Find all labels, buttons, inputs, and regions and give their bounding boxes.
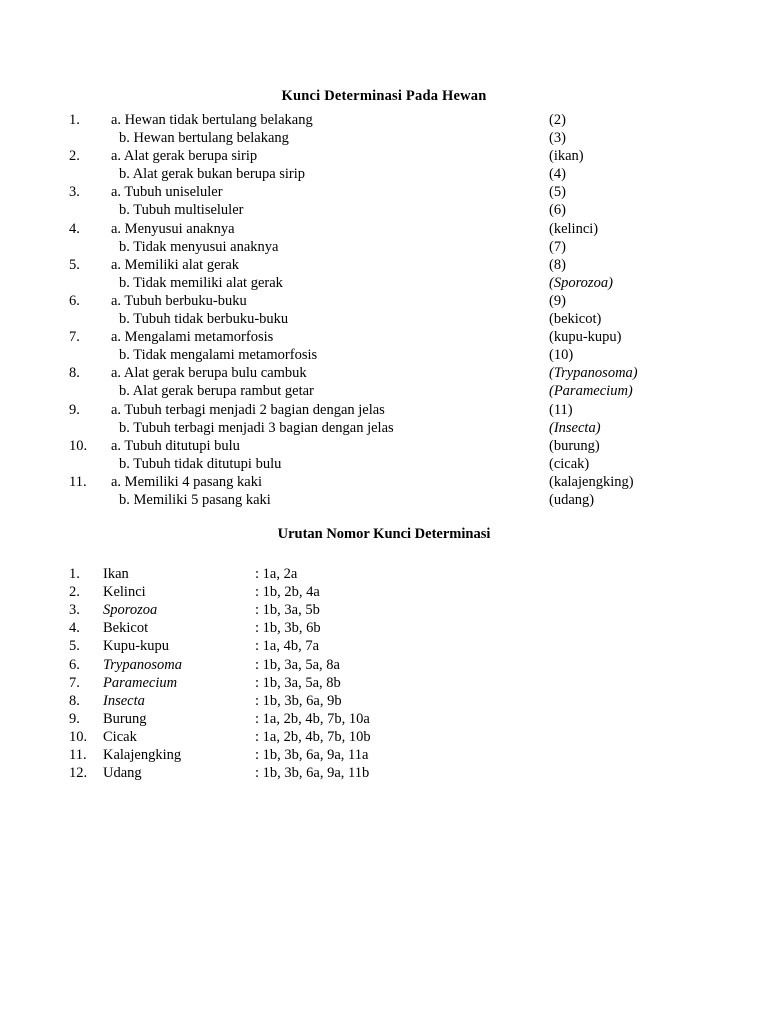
order-animal-name: Sporozoa xyxy=(103,602,158,619)
order-animal-name: Cicak xyxy=(103,728,137,745)
table-row xyxy=(60,201,708,219)
key-statement-a: a. Alat gerak berupa sirip xyxy=(111,148,258,165)
key-statement-a: a. Mengalami metamorfosis xyxy=(111,329,274,346)
key-result-a: (ikan) xyxy=(549,148,584,165)
key-statement-b: b. Tidak menyusui anaknya xyxy=(119,238,279,255)
key-result-a: (Trypanosoma) xyxy=(549,365,638,382)
key-result-a: (kupu-kupu) xyxy=(549,329,622,346)
key-statement-b: b. Tubuh tidak berbuku-buku xyxy=(119,311,289,328)
key-result-b: (cicak) xyxy=(549,455,590,472)
table-row xyxy=(60,274,708,292)
key-result-b: (bekicot) xyxy=(549,311,602,328)
key-result-b: (10) xyxy=(549,347,574,364)
order-animal-name: Trypanosoma xyxy=(103,656,182,673)
order-number: 10. xyxy=(69,728,88,745)
key-row-number: 7. xyxy=(69,329,80,346)
table-row xyxy=(60,419,708,437)
key-row-number: 6. xyxy=(69,292,80,309)
list-item xyxy=(69,637,371,655)
key-statement-a: a. Memiliki 4 pasang kaki xyxy=(111,473,263,490)
order-animal-name: Bekicot xyxy=(103,620,149,637)
order-sequence: : 1a, 2a xyxy=(255,566,298,583)
table-row xyxy=(60,238,708,256)
order-number: 6. xyxy=(69,656,80,673)
order-animal-name: Kupu-kupu xyxy=(103,638,170,655)
key-statement-b: b. Alat gerak berupa rambut getar xyxy=(119,383,314,400)
order-number: 7. xyxy=(69,674,80,691)
order-animal-name: Insecta xyxy=(103,692,145,709)
key-result-b: (7) xyxy=(549,238,566,255)
key-result-a: (kalajengking) xyxy=(549,473,634,490)
list-item xyxy=(69,583,371,601)
list-item xyxy=(69,565,371,583)
order-sequence: : 1b, 2b, 4a xyxy=(255,584,320,601)
table-row xyxy=(60,220,708,238)
key-row-number-spacer xyxy=(60,201,103,219)
key-statement-a: a. Menyusui anaknya xyxy=(111,220,235,237)
key-result-a: (2) xyxy=(549,112,566,128)
table-row xyxy=(60,165,708,183)
section-title: Urutan Nomor Kunci Determinasi xyxy=(277,526,491,543)
key-result-b: (udang) xyxy=(549,491,595,508)
list-item xyxy=(69,601,371,619)
list-item xyxy=(69,674,371,692)
key-result-a: (9) xyxy=(549,292,566,309)
list-item xyxy=(69,764,371,782)
order-number: 1. xyxy=(69,566,80,583)
key-row-number: 8. xyxy=(69,365,80,382)
key-row-number: 10. xyxy=(69,437,88,454)
order-sequence: : 1a, 2b, 4b, 7b, 10a xyxy=(255,710,370,727)
order-sequence: : 1a, 2b, 4b, 7b, 10b xyxy=(255,728,371,745)
table-row xyxy=(60,364,708,382)
table-row xyxy=(60,256,708,274)
key-row-number: 11. xyxy=(69,473,87,490)
key-result-a: (kelinci) xyxy=(549,220,599,237)
key-statement-a: a. Tubuh ditutupi bulu xyxy=(111,437,240,454)
order-animal-name: Kalajengking xyxy=(103,747,182,763)
key-result-b: (6) xyxy=(549,202,566,219)
page-title: Kunci Determinasi Pada Hewan xyxy=(281,88,487,104)
key-row-number-spacer xyxy=(60,491,103,509)
key-row-number-spacer xyxy=(60,419,103,437)
list-item xyxy=(69,619,371,637)
key-row-number: 9. xyxy=(69,401,80,418)
order-animal-name: Udang xyxy=(103,765,142,782)
table-row xyxy=(60,401,708,419)
order-number: 8. xyxy=(69,692,80,709)
order-animal-name: Paramecium xyxy=(103,674,178,691)
key-statement-a: a. Tubuh uniseluler xyxy=(111,184,223,201)
key-statement-b: b. Tidak memiliki alat gerak xyxy=(119,274,283,291)
order-list-body xyxy=(69,565,371,782)
order-number: 11. xyxy=(69,747,87,763)
table-row xyxy=(60,183,708,201)
order-number: 3. xyxy=(69,602,80,619)
key-statement-a: a. Alat gerak berupa bulu cambuk xyxy=(111,365,307,382)
order-sequence: : 1b, 3a, 5a, 8a xyxy=(255,656,340,673)
key-result-b: (4) xyxy=(549,166,566,183)
determination-key-table xyxy=(60,111,708,509)
order-animal-name: Burung xyxy=(103,710,147,727)
key-statement-a: a. Memiliki alat gerak xyxy=(111,256,240,273)
order-list-table xyxy=(69,565,371,782)
table-row xyxy=(60,437,708,455)
key-row-number-spacer xyxy=(60,382,103,400)
key-row-number-spacer xyxy=(60,274,103,292)
order-number: 4. xyxy=(69,620,80,637)
table-row xyxy=(60,328,708,346)
key-statement-b: b. Tubuh tidak ditutupi bulu xyxy=(119,455,282,472)
table-row xyxy=(60,346,708,364)
key-statement-b: b. Tubuh multiseluler xyxy=(119,202,244,219)
key-statement-a: a. Hewan tidak bertulang belakang xyxy=(111,112,313,128)
table-row xyxy=(60,473,708,491)
list-item xyxy=(69,656,371,674)
table-row xyxy=(60,292,708,310)
order-number: 5. xyxy=(69,638,80,655)
key-result-a: (8) xyxy=(549,256,566,273)
key-row-number: 4. xyxy=(69,220,80,237)
key-row-number-spacer xyxy=(60,129,103,147)
list-item xyxy=(69,692,371,710)
order-animal-name: Kelinci xyxy=(103,584,146,601)
key-result-a: (5) xyxy=(549,184,566,201)
key-statement-a: a. Tubuh terbagi menjadi 2 bagian dengan jelas xyxy=(111,401,385,418)
order-sequence: : 1b, 3b, 6a, 9a, 11a xyxy=(255,747,369,763)
key-result-b: (3) xyxy=(549,130,566,147)
key-result-b: (Sporozoa) xyxy=(549,274,613,291)
key-statement-a: a. Tubuh berbuku-buku xyxy=(111,292,247,309)
order-number: 12. xyxy=(69,765,88,782)
order-number: 9. xyxy=(69,710,80,727)
key-row-number-spacer xyxy=(60,165,103,183)
key-row-number: 1. xyxy=(69,112,80,128)
table-row xyxy=(60,491,708,509)
key-row-number: 5. xyxy=(69,256,80,273)
key-result-a: (burung) xyxy=(549,437,600,454)
key-statement-b: b. Tubuh terbagi menjadi 3 bagian dengan jelas xyxy=(119,419,394,436)
list-item xyxy=(69,710,371,728)
order-sequence: : 1b, 3a, 5a, 8b xyxy=(255,674,341,691)
key-row-number-spacer xyxy=(60,238,103,256)
determination-key-body xyxy=(60,111,708,509)
order-sequence: : 1b, 3a, 5b xyxy=(255,602,320,619)
key-statement-b: b. Hewan bertulang belakang xyxy=(119,130,289,147)
order-animal-name: Ikan xyxy=(103,566,129,583)
list-item xyxy=(69,728,371,746)
key-result-b: (Paramecium) xyxy=(549,383,633,400)
order-sequence: : 1b, 3b, 6a, 9b xyxy=(255,692,342,709)
key-row-number-spacer xyxy=(60,455,103,473)
order-sequence: : 1b, 3b, 6b xyxy=(255,620,321,637)
key-statement-b: b. Memiliki 5 pasang kaki xyxy=(119,491,271,508)
order-sequence: : 1b, 3b, 6a, 9a, 11b xyxy=(255,765,370,782)
table-row xyxy=(60,111,708,129)
key-result-b: (Insecta) xyxy=(549,419,601,436)
key-row-number-spacer xyxy=(60,310,103,328)
key-row-number: 3. xyxy=(69,184,80,201)
table-row xyxy=(60,382,708,400)
list-item xyxy=(69,746,371,764)
key-statement-b: b. Alat gerak bukan berupa sirip xyxy=(119,166,306,183)
table-row xyxy=(60,455,708,473)
key-result-a: (11) xyxy=(549,401,573,418)
table-row xyxy=(60,147,708,165)
key-row-number-spacer xyxy=(60,346,103,364)
order-number: 2. xyxy=(69,584,80,601)
table-row xyxy=(60,129,708,147)
table-row xyxy=(60,310,708,328)
key-row-number: 2. xyxy=(69,148,80,165)
key-statement-b: b. Tidak mengalami metamorfosis xyxy=(119,347,318,364)
order-sequence: : 1a, 4b, 7a xyxy=(255,638,320,655)
